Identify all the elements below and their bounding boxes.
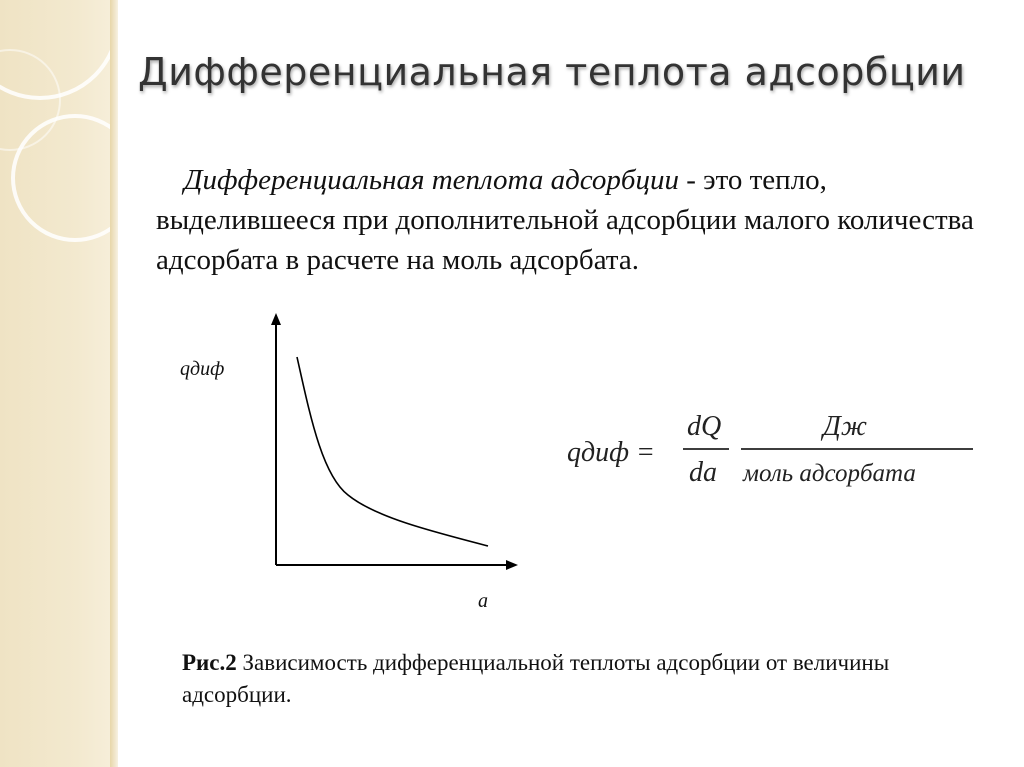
curve [297,357,488,546]
y-axis-label: qдиф [180,358,225,380]
figure-caption [182,647,982,711]
decorative-circles [0,0,110,767]
unit-denominator: моль адсорбата [743,460,916,487]
formula-lhs: qдиф = [567,437,655,468]
x-axis-label: a [478,590,488,612]
formula-numerator: dQ [687,411,722,442]
formula [565,405,985,495]
unit-numerator: Дж [823,411,867,442]
x-axis-arrow [506,560,518,570]
slide-title: Дифференциальная теплота адсорбции [138,50,966,94]
definition-term: Дифференциальная теплота адсорбции [184,164,679,196]
graph [170,305,550,615]
definition-text: - это тепло, выделившееся при дополнительной адсорбции малого количества адсорбата в расчете на моль адсорбата. [156,164,974,276]
decorative-side-panel [0,0,110,767]
definition-paragraph [156,160,976,280]
figure-number: Рис.2 [182,650,237,675]
y-axis-arrow [271,313,281,325]
side-divider [110,0,118,767]
formula-denominator: da [689,457,717,488]
caption-text: Зависимость дифференциальной теплоты адсорбции от величины адсорбции. [182,650,890,707]
